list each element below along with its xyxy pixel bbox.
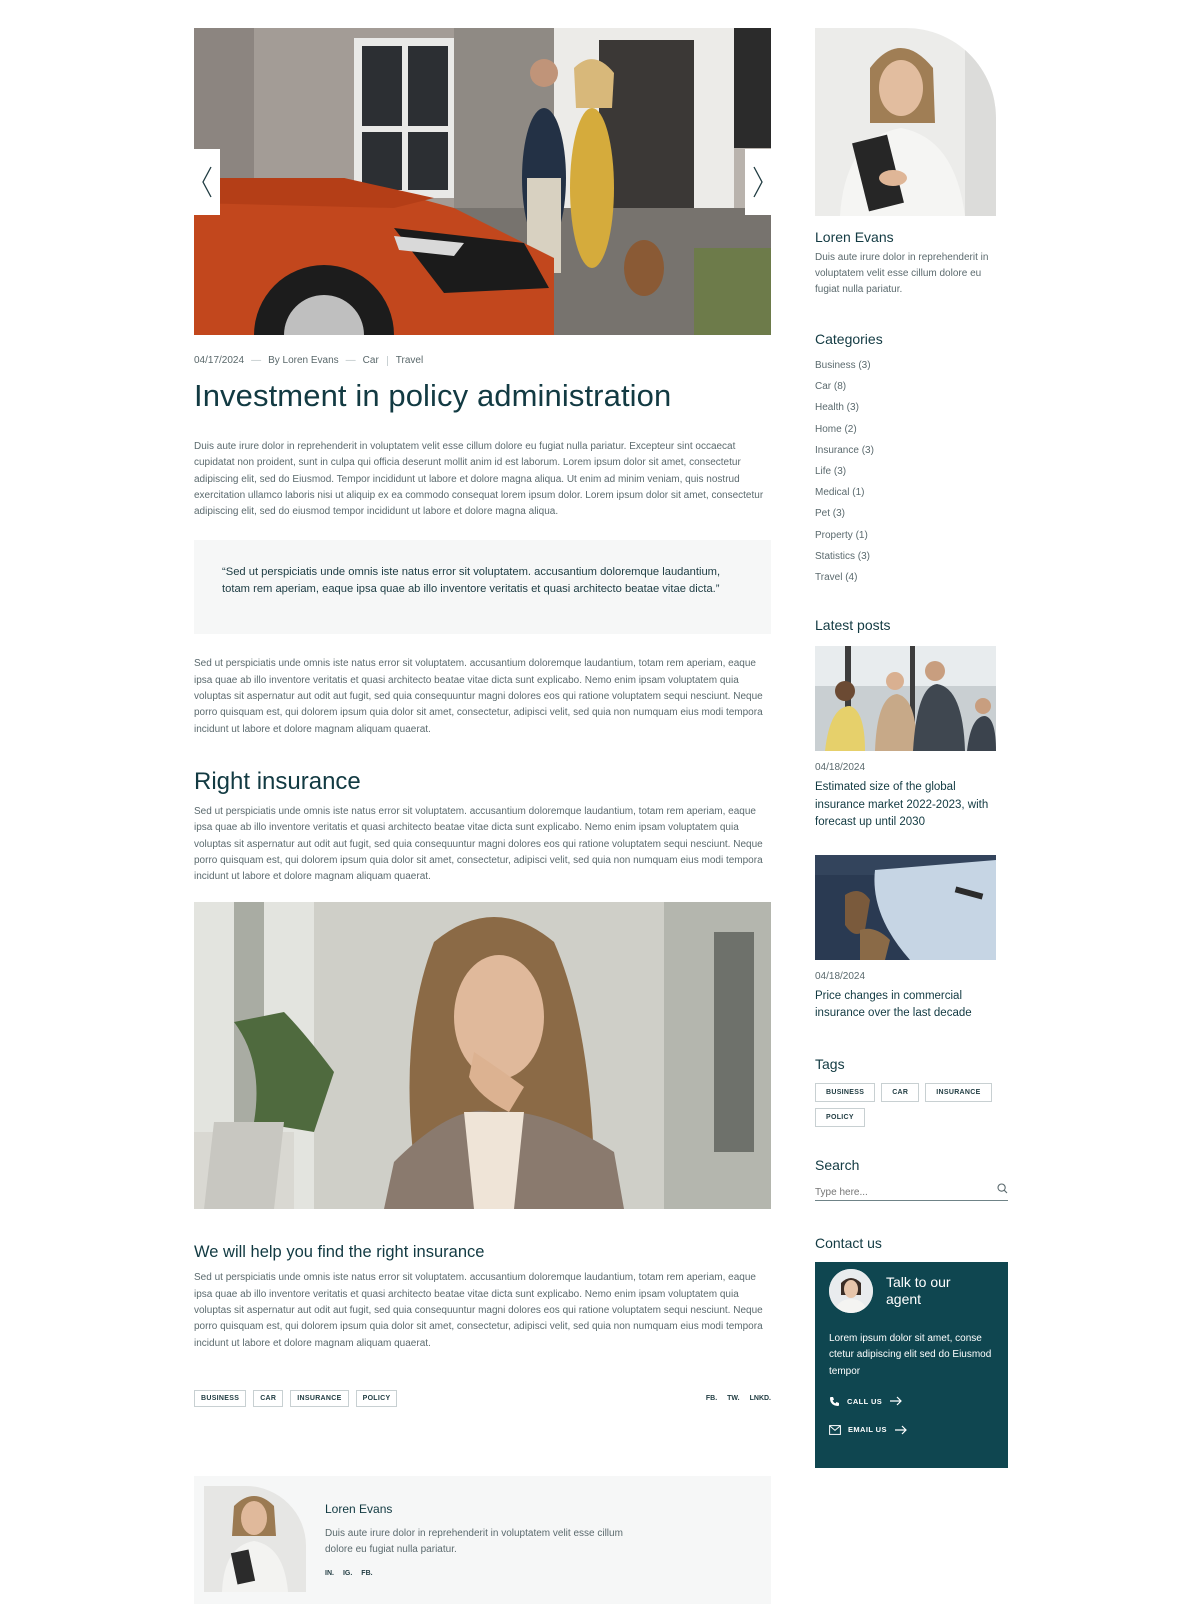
- latest-posts-heading: Latest posts: [815, 617, 891, 634]
- author-linkedin-link[interactable]: IN.: [325, 1569, 334, 1577]
- woman-portrait-image: [194, 902, 771, 1209]
- share-links: [706, 1395, 771, 1402]
- hero-slider: [194, 28, 771, 335]
- tag-car[interactable]: CAR: [253, 1390, 283, 1407]
- arrow-right-icon: [894, 1425, 908, 1435]
- category-link-health[interactable]: Health (3): [815, 402, 859, 414]
- sidebar: [815, 28, 1008, 1468]
- categories-heading: Categories: [815, 331, 883, 347]
- body-paragraph: Sed ut perspiciatis unde omnis iste natus error sit voluptatem. accusantium doloremque laudantium, totam rem aperiam, eaque ipsa quae ab illo inventore veritatis et quasi architecto beatae vitae dicta sunt explicabo. Nemo enim ipsam voluptatem quia voluptas sit aspernatur aut odit aut fugit, sed quia consequuntur magni dolores eos qui ratione voluptatem sequi nesciunt. Neque porro quisquam est, qui dolorem ipsum quia dolor sit amet, consectetur, adipisci velit, sed quia non numquam eius modi tempora incidunt ut labore et dolore magnam aliquam quaerat.: [194, 658, 763, 735]
- tags-heading: Tags: [815, 1055, 845, 1072]
- arrow-right-icon: [889, 1396, 903, 1406]
- profile-name: Loren Evans: [815, 229, 894, 245]
- post-date: 04/17/2024: [194, 355, 245, 366]
- chevron-left-icon: [201, 165, 213, 199]
- share-linkedin-link[interactable]: LNKD.: [749, 1394, 771, 1402]
- search-input[interactable]: [815, 1187, 985, 1198]
- author-name: Loren Evans: [325, 1501, 393, 1516]
- contact-card: [815, 1262, 1008, 1468]
- intro-paragraph: Duis aute irure dolor in reprehenderit in voluptatem velit esse cillum dolore eu fugiat nulla pariatur. Excepteur sint occaecat cupidatat non proident, sunt in culpa qui officia deserunt mollit anim id est laborum. Lorem ipsum dolor sit amet, consectetur adipiscing elit, sed do Eiusmod. Tempor incididunt ut labore et dolore magna aliqua. Ut enim ad minim veniam, quis nostrud exercitation ullamco laboris nisi ut aliquip ex ea commodo consequat lorem ipsum dolor. Lorem ipsum dolor sit amet, consectetur adipiscing elit, sed do eiusmod tempor incididunt ut labore et dolore magna aliqua.: [194, 441, 764, 518]
- post-category-link[interactable]: Car: [362, 355, 379, 366]
- author-photo: [204, 1486, 306, 1592]
- tag-policy[interactable]: POLICY: [356, 1390, 398, 1407]
- category-link-car[interactable]: Car (8): [815, 381, 847, 393]
- share-facebook-link[interactable]: FB.: [705, 1394, 718, 1402]
- category-link-medical[interactable]: Medical (1): [815, 487, 865, 499]
- contact-card-body: Lorem ipsum dolor sit amet, conse ctetur adipiscing elit sed do Eiusmod tempor: [829, 1332, 992, 1377]
- tag-business[interactable]: BUSINESS: [194, 1390, 246, 1407]
- post-category-link[interactable]: Travel: [395, 355, 424, 366]
- tag-insurance[interactable]: INSURANCE: [925, 1083, 991, 1102]
- category-link-home[interactable]: Home (2): [815, 423, 857, 435]
- author-bio: Duis aute irure dolor in reprehenderit in voluptatem velit esse cillum dolore eu fugiat nulla pariatur.: [325, 1527, 623, 1555]
- post-footer: [194, 1390, 771, 1407]
- body-paragraph: Sed ut perspiciatis unde omnis iste natus error sit voluptatem. accusantium doloremque laudantium, totam rem aperiam, eaque ipsa quae ab illo inventore veritatis et quasi architecto beatae vitae dicta sunt explicabo. Nemo enim ipsam voluptatem quia voluptas sit aspernatur aut odit aut fugit, sed quia consequuntur magni dolores eos qui ratione voluptatem sequi nesciunt. Neque porro quisquam est, qui dolorem ipsum quia dolor sit amet, consectetur, adipisci velit, sed quia non numquam eius modi tempora incidunt ut labore et dolore magnam aliquam quaerat.: [194, 1272, 763, 1349]
- categories-list: [815, 355, 1008, 588]
- latest-post-date: 04/18/2024: [815, 762, 866, 774]
- latest-post-thumbnail[interactable]: [815, 855, 996, 960]
- author-box: [194, 1476, 771, 1604]
- latest-post: [815, 646, 1008, 832]
- category-link-travel[interactable]: Travel (4): [815, 572, 858, 584]
- meta-divider: [387, 356, 388, 366]
- contact-card-title: Talk to our agent: [886, 1273, 951, 1307]
- author-facebook-link[interactable]: FB.: [361, 1569, 373, 1577]
- post-tags: [194, 1390, 397, 1407]
- latest-post-date: 04/18/2024: [815, 970, 866, 982]
- slider-prev-button[interactable]: [194, 149, 220, 215]
- chevron-right-icon: [752, 165, 764, 199]
- latest-post-title-link[interactable]: Price changes in commercial insurance over the last decade: [815, 989, 972, 1020]
- category-link-life[interactable]: Life (3): [815, 466, 847, 478]
- meta-separator: —: [251, 355, 262, 366]
- category-link-business[interactable]: Business (3): [815, 360, 871, 371]
- call-us-label: CALL US: [847, 1396, 883, 1406]
- author-socials: [325, 1570, 373, 1577]
- email-us-link[interactable]: [829, 1425, 908, 1435]
- author-instagram-link[interactable]: IG.: [342, 1569, 353, 1577]
- phone-icon: [829, 1396, 840, 1407]
- section-heading: Right insurance: [194, 767, 361, 795]
- email-us-label: EMAIL US: [848, 1425, 887, 1435]
- search-heading: Search: [815, 1156, 860, 1173]
- meeting-image: [815, 646, 996, 751]
- blockquote: [194, 540, 771, 634]
- call-us-link[interactable]: [829, 1396, 903, 1407]
- meta-separator: —: [345, 355, 356, 366]
- post-title: Investment in policy administration: [194, 378, 672, 413]
- latest-post-title-link[interactable]: Estimated size of the global insurance market 2022-2023, with forecast up until 2030: [815, 781, 989, 829]
- slider-next-button[interactable]: [745, 149, 771, 215]
- tag-policy[interactable]: POLICY: [815, 1108, 865, 1127]
- tag-business[interactable]: BUSINESS: [815, 1083, 875, 1102]
- latest-post: [815, 855, 1008, 1023]
- profile-bio: Duis aute irure dolor in reprehenderit in voluptatem velit esse cillum dolore eu fugiat nulla pariatur.: [815, 252, 989, 295]
- search-icon[interactable]: [997, 1183, 1008, 1194]
- category-link-property[interactable]: Property (1): [815, 529, 868, 541]
- quote-text: “Sed ut perspiciatis unde omnis iste natus error sit voluptatem. accusantium doloremque laudantium, totam rem aperiam, eaque ipsa quae ab illo inventore veritatis et quasi architecto beatae vitae dicta.”: [222, 566, 721, 596]
- tag-insurance[interactable]: INSURANCE: [290, 1390, 348, 1407]
- contact-heading: Contact us: [815, 1234, 882, 1251]
- category-link-insurance[interactable]: Insurance (3): [815, 444, 874, 456]
- article: [194, 28, 771, 1604]
- search-box: [815, 1182, 1008, 1201]
- agent-photo: [829, 1269, 873, 1313]
- profile-photo: [815, 28, 996, 216]
- post-author-link[interactable]: By Loren Evans: [268, 355, 339, 366]
- hero-image: [194, 28, 771, 335]
- category-link-statistics[interactable]: Statistics (3): [815, 550, 871, 562]
- body-paragraph: Sed ut perspiciatis unde omnis iste natus error sit voluptatem. accusantium doloremque laudantium, totam rem aperiam, eaque ipsa quae ab illo inventore veritatis et quasi architecto beatae vitae dicta sunt explicabo. Nemo enim ipsam voluptatem quia voluptas sit aspernatur aut odit aut fugit, sed quia consequuntur magni dolores eos qui ratione voluptatem sequi nesciunt. Neque porro quisquam est, qui dolorem ipsum quia dolor sit amet, consectetur, adipisci velit, sed quia non numquam eius modi tempora incidunt ut labore et dolore magnam aliquam quaerat.: [194, 805, 763, 883]
- sidebar-tags: [815, 1083, 1005, 1127]
- subsection-heading: We will help you find the right insurance: [194, 1243, 485, 1262]
- agent-avatar: [829, 1269, 873, 1313]
- conference-table-image: [815, 855, 996, 960]
- tag-car[interactable]: CAR: [881, 1083, 919, 1102]
- author-avatar: [204, 1486, 306, 1592]
- latest-post-thumbnail[interactable]: [815, 646, 996, 751]
- post-meta: [194, 355, 771, 366]
- share-twitter-link[interactable]: TW.: [727, 1394, 740, 1402]
- envelope-icon: [829, 1425, 841, 1435]
- profile-image: [815, 28, 996, 216]
- article-image: [194, 902, 771, 1209]
- category-link-pet[interactable]: Pet (3): [815, 508, 846, 520]
